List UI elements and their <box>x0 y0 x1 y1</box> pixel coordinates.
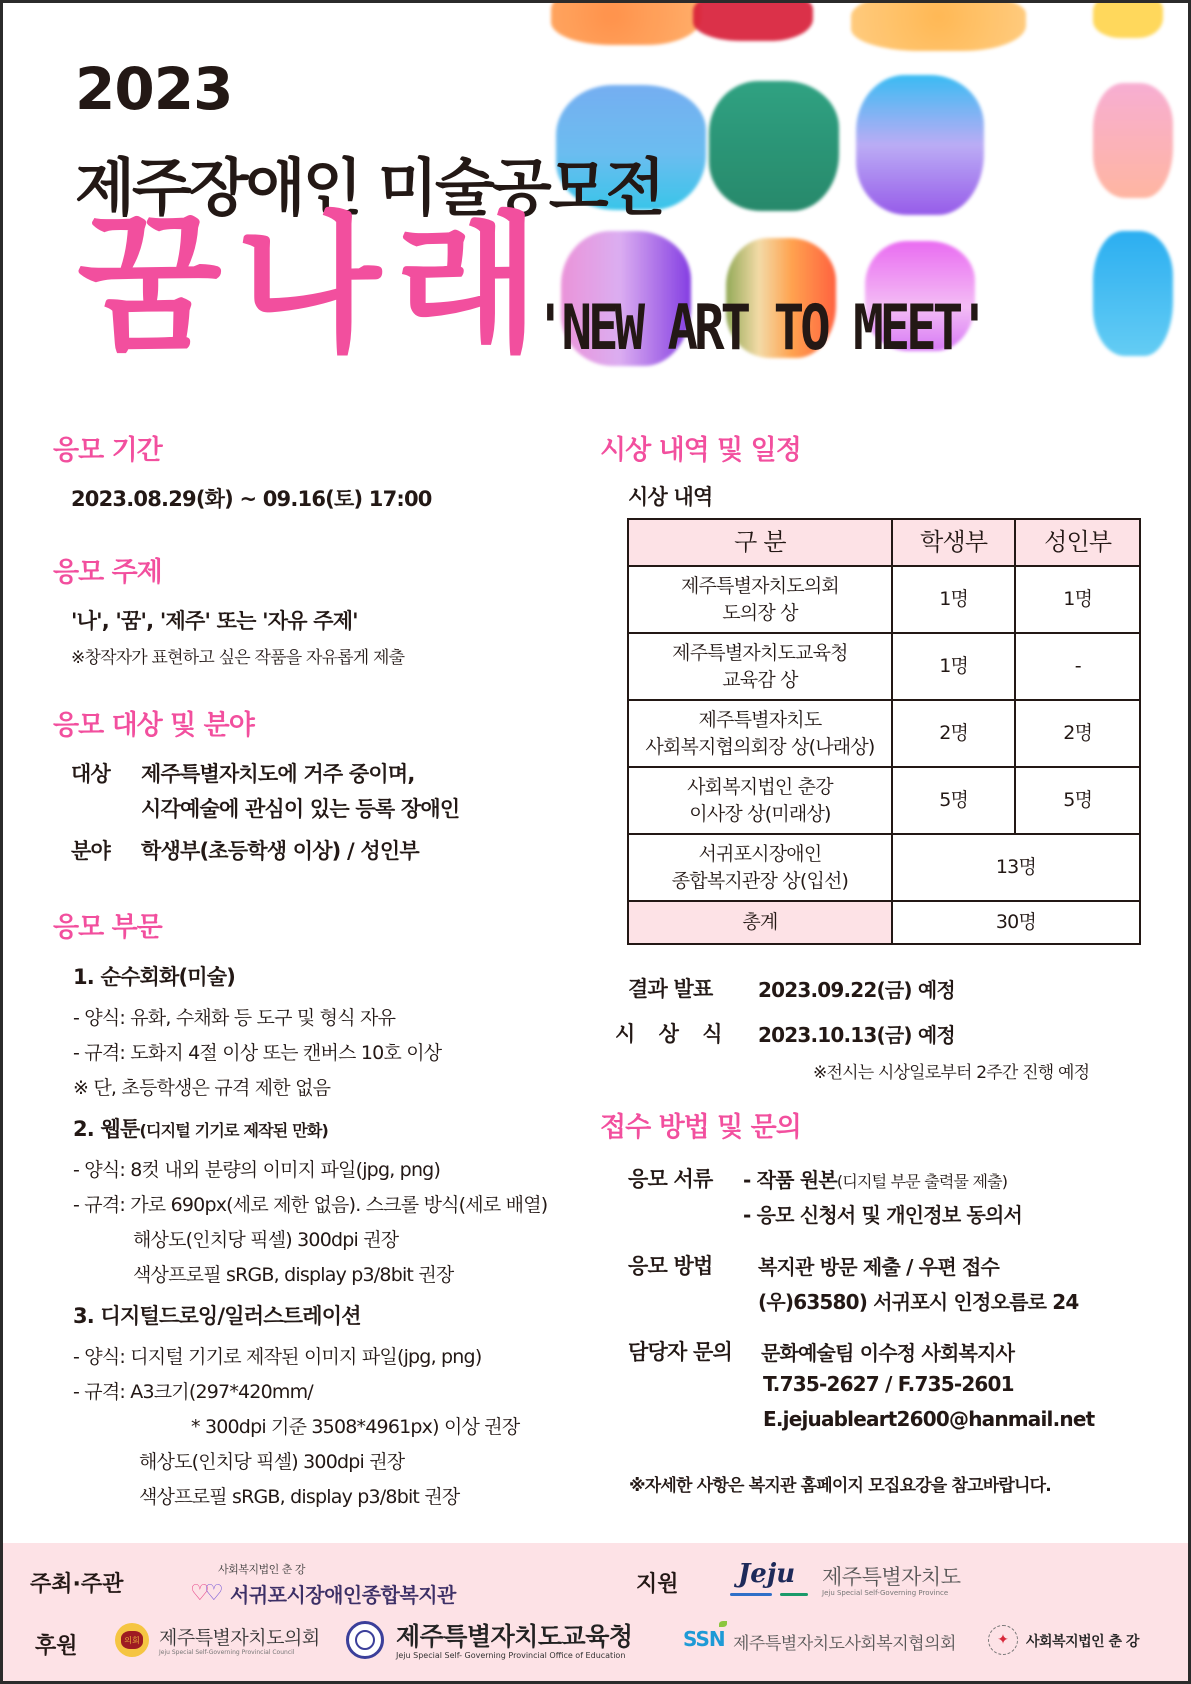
host-label: 주최·주관 <box>30 1572 124 1597</box>
adult-count: 1명 <box>1015 566 1140 633</box>
docs-line2: - 응모 신청서 및 개인정보 동의서 <box>743 1203 1023 1227</box>
exhibition-note: ※전시는 시상일로부터 2주간 진행 예정 <box>813 1063 1090 1083</box>
docs-line1 <box>743 1164 1007 1193</box>
poster-title: 제주장애인 미술공모전 <box>75 151 663 224</box>
heart-logo-icon: ♡ <box>204 1581 224 1606</box>
eligibility-heading: 응모 대상 및 분야 <box>53 710 254 741</box>
adult-count: 2명 <box>1015 700 1140 767</box>
sponsor-logo-council: 의회 제주특별자치도의회 Jeju Special Self-Governing Provincial Council <box>113 1619 333 1663</box>
table-row <box>628 767 1140 834</box>
table-row <box>628 700 1140 767</box>
eligibility-target-label: 대상 <box>71 762 110 786</box>
awards-subheading: 시상 내역 <box>628 485 713 509</box>
table-row <box>628 633 1140 700</box>
award-name: 서귀포시장애인 종합복지관장 상(입선) <box>628 834 892 901</box>
submission-heading: 접수 방법 및 문의 <box>600 1112 801 1143</box>
adult-count: - <box>1015 633 1140 700</box>
category-3-line: * 300dpi 기준 3508*4961px) 이상 권장 <box>191 1416 520 1438</box>
category-2-title <box>73 1113 328 1143</box>
awards-table <box>627 518 1141 945</box>
category-1-line: - 양식: 유화, 수채화 등 도구 및 형식 자유 <box>73 1007 396 1029</box>
method-line2: (우)63580) 서귀포시 인정오름로 24 <box>758 1290 1079 1314</box>
category-1-line: - 규격: 도화지 4절 이상 또는 캔버스 10호 이상 <box>73 1042 442 1064</box>
ssn-logo-icon: SSN <box>683 1627 725 1651</box>
detail-note: ※자세한 사항은 복지관 홈페이지 모집요강을 참고바랍니다. <box>629 1476 1051 1496</box>
theme-value: '나', '꿈', '제주' 또는 '자유 주제' <box>71 609 358 633</box>
theme-heading: 응모 주제 <box>53 557 162 588</box>
table-total-row <box>628 901 1140 944</box>
application-period-value: 2023.08.29(화) ~ 09.16(토) 17:00 <box>71 487 432 511</box>
chungang-emblem-icon: ✦ <box>988 1625 1018 1655</box>
category-2-title-main: 2. 웹툰 <box>73 1117 140 1141</box>
table-row <box>628 566 1140 633</box>
table-row <box>628 834 1140 901</box>
footer <box>3 1543 1188 1681</box>
student-count: 5명 <box>892 767 1016 834</box>
column-header: 성인부 <box>1015 519 1140 566</box>
theme-note: ※창작자가 표현하고 싶은 작품을 자유롭게 제출 <box>71 648 405 668</box>
eligibility-target-line2: 시각예술에 관심이 있는 등록 장애인 <box>141 797 460 821</box>
category-2-line: 색상프로필 sRGB, display p3/8bit 권장 <box>133 1264 454 1286</box>
student-count: 1명 <box>892 566 1016 633</box>
category-3-line: - 양식: 디지털 기기로 제작된 이미지 파일(jpg, png) <box>73 1346 482 1368</box>
poster-main-title: 꿈나래 <box>77 199 554 373</box>
category-2-line: - 양식: 8컷 내외 분량의 이미지 파일(jpg, png) <box>73 1159 441 1181</box>
docs-line1-main: - 작품 원본 <box>743 1168 837 1192</box>
support-label: 지원 <box>636 1572 679 1597</box>
poster-year: 2023 <box>75 55 233 123</box>
student-count: 1명 <box>892 633 1016 700</box>
category-3-line: 색상프로필 sRGB, display p3/8bit 권장 <box>139 1486 460 1508</box>
result-label: 결과 발표 <box>628 977 713 1001</box>
sponsor-logo-ssn: SSN 제주특별자치도사회복지협의회 <box>683 1625 963 1659</box>
merged-count: 13명 <box>892 834 1140 901</box>
category-2-line: - 규격: 가로 690px(세로 제한 없음). 스크롤 방식(세로 배열) <box>73 1194 548 1216</box>
eligibility-field-label: 분야 <box>71 839 110 863</box>
category-3-title: 3. 디지털드로잉/일러스트레이션 <box>73 1304 361 1328</box>
category-1-title: 1. 순수회화(미술) <box>73 965 236 989</box>
award-name: 제주특별자치도교육청 교육감 상 <box>628 633 892 700</box>
column-header: 학생부 <box>892 519 1016 566</box>
application-period-heading: 응모 기간 <box>53 435 162 466</box>
contact-email[interactable]: E.jejuableart2600@hanmail.net <box>763 1407 1095 1431</box>
award-name: 제주특별자치도 사회복지협의회장 상(나래상) <box>628 700 892 767</box>
ceremony-label: 시 상 식 <box>615 1022 731 1046</box>
category-2-title-suffix: (디지털 기기로 제작된 만화) <box>139 1121 329 1140</box>
docs-label: 응모 서류 <box>628 1167 713 1191</box>
poster-page <box>3 3 1188 1681</box>
host-logo: ♡ ♡ 사회복지법인 춘 강 서귀포시장애인종합복지관 <box>190 1563 456 1607</box>
student-count: 2명 <box>892 700 1016 767</box>
award-name: 제주특별자치도의회 도의장 상 <box>628 566 892 633</box>
jeju-logo: Jeju 제주특별자치도 Jeju Special Self-Governing Province <box>730 1557 990 1607</box>
contact-label: 담당자 문의 <box>628 1340 732 1364</box>
poster-subtitle: 'NEW ART TO MEET' <box>535 291 986 364</box>
adult-count: 5명 <box>1015 767 1140 834</box>
ceremony-value: 2023.10.13(금) 예정 <box>758 1023 955 1047</box>
category-2-line: 해상도(인치당 픽셀) 300dpi 권장 <box>133 1229 399 1251</box>
method-line1: 복지관 방문 제출 / 우편 접수 <box>758 1255 1000 1279</box>
award-name: 사회복지법인 춘강 이사장 상(미래상) <box>628 767 892 834</box>
education-emblem-icon <box>346 1621 384 1659</box>
jeju-mark: Jeju <box>738 1559 796 1589</box>
category-3-line: - 규격: A3크기(297*420mm/ <box>73 1381 313 1403</box>
council-emblem-icon: 의회 <box>115 1623 149 1657</box>
heart-logo-icon: ♡ <box>190 1581 210 1606</box>
table-header-row <box>628 519 1140 566</box>
contact-line1: 문화예술팀 이수정 사회복지사 <box>761 1341 1015 1365</box>
sponsor-logo-education: 제주특별자치도교육청 Jeju Special Self- Governing Provincial Office of Education <box>346 1617 656 1667</box>
category-1-line: ※ 단, 초등학생은 규격 제한 없음 <box>73 1077 331 1099</box>
total-label: 총계 <box>628 901 892 944</box>
total-value: 30명 <box>892 901 1140 944</box>
docs-line1-suffix: (디지털 부문 출력물 제출) <box>836 1172 1008 1191</box>
categories-heading: 응모 부문 <box>53 912 162 943</box>
result-value: 2023.09.22(금) 예정 <box>758 978 955 1002</box>
category-3-line: 해상도(인치당 픽셀) 300dpi 권장 <box>139 1451 405 1473</box>
sponsor-logo-chungang: ✦ 사회복지법인 춘 강 <box>988 1623 1168 1659</box>
awards-heading: 시상 내역 및 일정 <box>600 435 801 466</box>
eligibility-target-line1: 제주특별자치도에 거주 중이며, <box>141 762 415 786</box>
column-header: 구 분 <box>628 519 892 566</box>
contact-phone: T.735-2627 / F.735-2601 <box>763 1372 1014 1396</box>
method-label: 응모 방법 <box>628 1254 713 1278</box>
sponsor-label: 후원 <box>35 1634 78 1659</box>
eligibility-field-value: 학생부(초등학생 이상) / 성인부 <box>141 839 419 863</box>
